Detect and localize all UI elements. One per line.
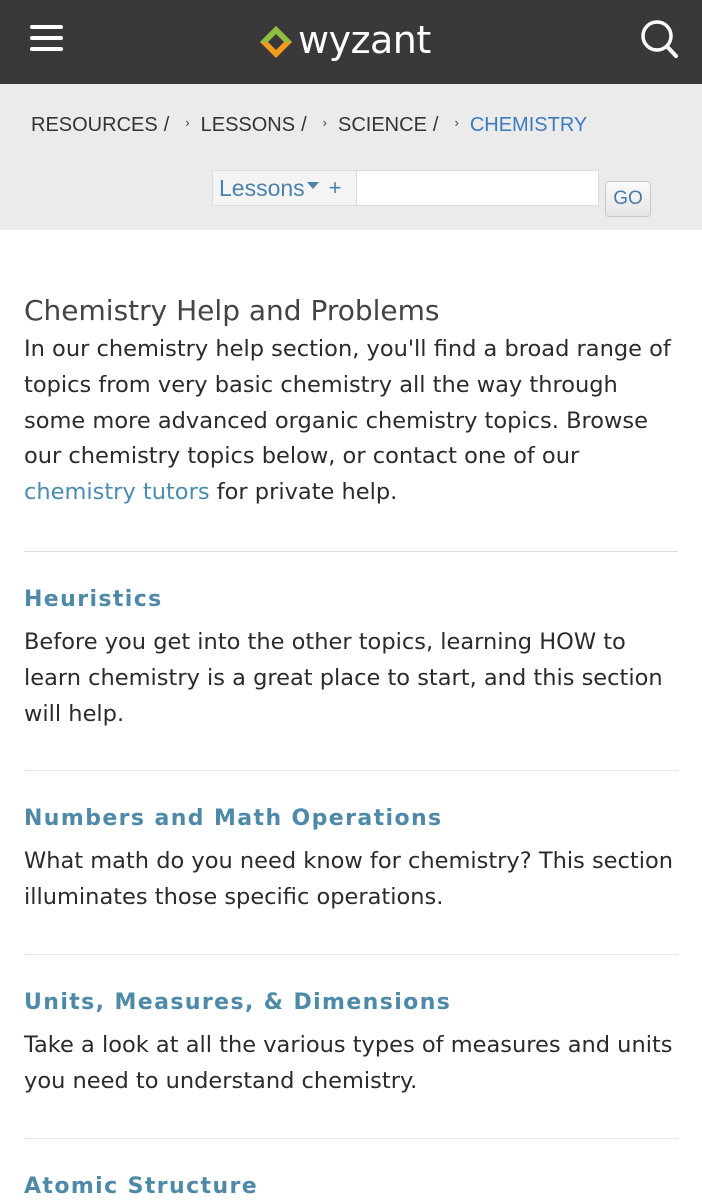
chemistry-tutors-link[interactable]: chemistry tutors bbox=[24, 479, 210, 506]
topic-section bbox=[24, 955, 678, 1100]
top-navigation-bar bbox=[0, 0, 702, 84]
search-input[interactable] bbox=[356, 170, 599, 206]
chevron-right-icon: › bbox=[454, 115, 459, 130]
topic-title-units-measures[interactable]: Units, Measures, & Dimensions bbox=[24, 989, 452, 1015]
hamburger-menu-icon[interactable] bbox=[30, 24, 63, 52]
topic-section bbox=[24, 771, 678, 916]
topic-description: Take a look at all the various types of measures and units you need to understand chemistry. bbox=[24, 1031, 673, 1094]
plus-icon: + bbox=[328, 175, 342, 200]
topic-title-heuristics[interactable]: Heuristics bbox=[24, 586, 163, 612]
search-icon[interactable] bbox=[638, 18, 680, 60]
topic-section bbox=[24, 552, 678, 732]
chevron-right-icon: › bbox=[322, 115, 327, 130]
main-content bbox=[24, 290, 678, 1200]
breadcrumb bbox=[31, 114, 587, 137]
subheader bbox=[0, 84, 702, 230]
page-title: Chemistry Help and Problems bbox=[24, 294, 440, 327]
breadcrumb-separator: / bbox=[301, 114, 307, 136]
topic-description: What math do you need know for chemistry? This section illuminates those specific operations. bbox=[24, 848, 673, 911]
lessons-dropdown-label: Lessons bbox=[219, 174, 305, 201]
breadcrumb-chemistry[interactable]: CHEMISTRY bbox=[469, 114, 588, 136]
intro-text: In our chemistry help section, you'll find a broad range of topics from very basic chemistry all the way through some more advanced organic chemistry topics. Browse our chemistry topics below, or contact one of our bbox=[24, 336, 671, 470]
topic-section bbox=[24, 1139, 678, 1200]
chevron-right-icon: › bbox=[185, 115, 190, 130]
topic-title-atomic-structure[interactable]: Atomic Structure bbox=[24, 1173, 259, 1199]
topic-description: Before you get into the other topics, learning HOW to learn chemistry is a great place to start, and this section will help. bbox=[24, 628, 663, 727]
breadcrumb-separator: / bbox=[163, 114, 170, 136]
lesson-search bbox=[212, 170, 651, 217]
logo-diamond-icon bbox=[258, 24, 294, 60]
lessons-dropdown[interactable] bbox=[212, 170, 356, 206]
caret-down-icon bbox=[307, 182, 319, 189]
logo-text: wyzant bbox=[298, 18, 431, 62]
wyzant-logo[interactable] bbox=[258, 18, 431, 66]
intro-text-end: for private help. bbox=[209, 479, 398, 506]
breadcrumb-separator: / bbox=[432, 114, 439, 136]
intro-paragraph bbox=[24, 332, 678, 511]
breadcrumb-science[interactable]: SCIENCE bbox=[338, 114, 427, 136]
breadcrumb-lessons[interactable]: LESSONS bbox=[200, 114, 296, 136]
topic-title-numbers-math[interactable]: Numbers and Math Operations bbox=[24, 806, 443, 832]
go-button[interactable]: GO bbox=[605, 181, 651, 217]
breadcrumb-resources[interactable]: RESOURCES bbox=[31, 114, 158, 136]
